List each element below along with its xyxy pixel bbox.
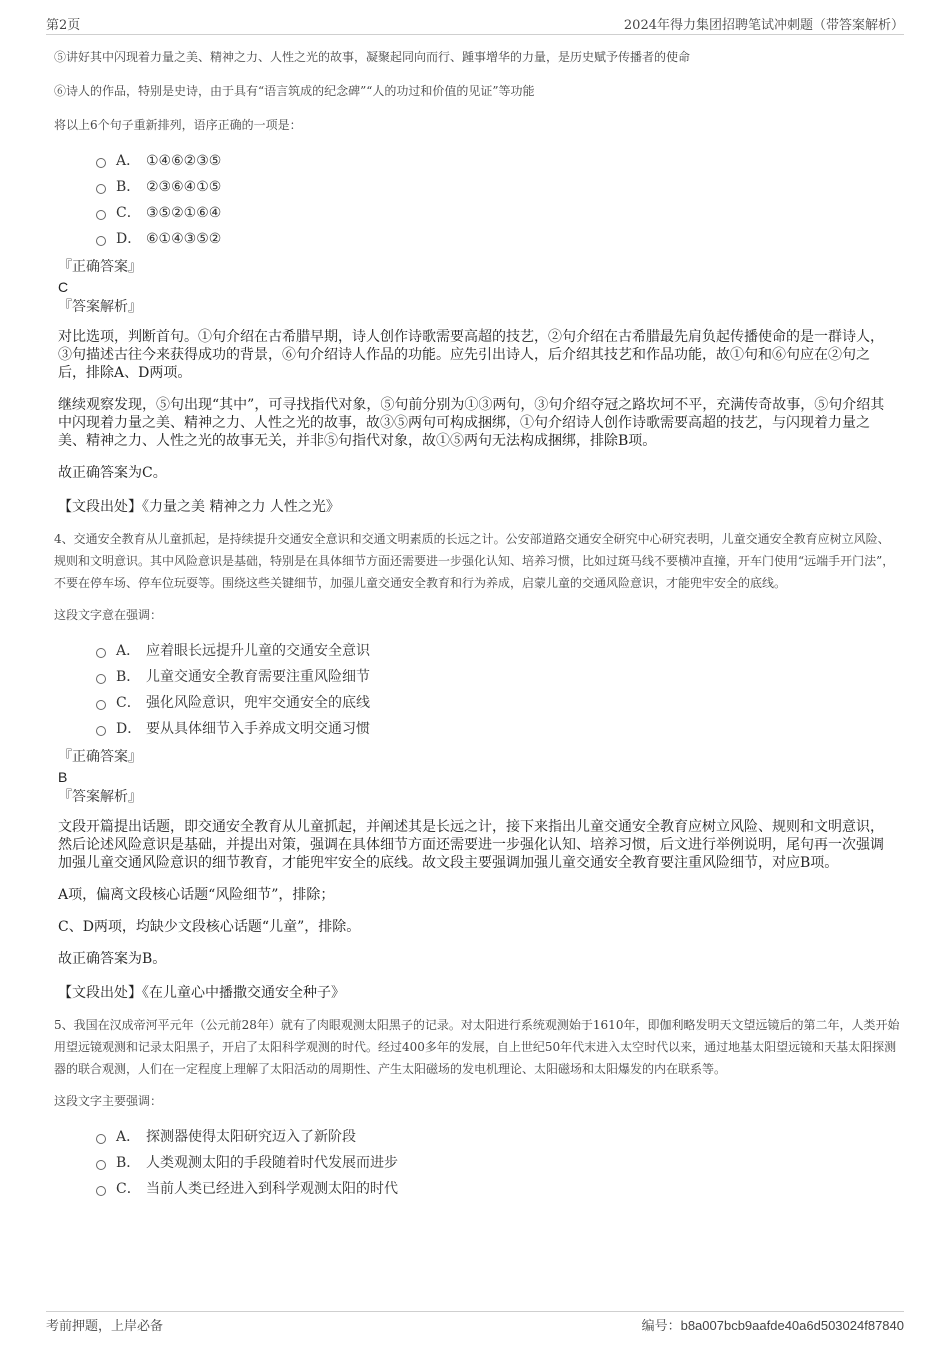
q5-option-b[interactable]: B． 人类观测太阳的手段随着时代发展而进步: [96, 1150, 900, 1176]
correct-answer: B: [58, 769, 68, 785]
sentence-5: ⑤讲好其中闪现着力量之美、精神之力、人性之光的故事，凝聚起同向而行、踵事增华的力量，是历史赋予传播者的使命: [54, 50, 691, 64]
page-header: [46, 14, 904, 35]
q3-option-d[interactable]: D． ⑥①④③⑤②: [96, 226, 900, 252]
question-4-text: 4、交通安全教育从儿童抓起，是持续提升交通安全意识和交通文明素质的长远之计。公安部道路交通安全研究中心研究表明，儿童交通安全教育应树立风险、规则和文明意识。其中风险意识是基础，特别是在具体细节方面还需要进一步强化认知、培养习惯，比如过斑马线不要横冲直撞，开车门使用“远端手开门法”，不要在停车场、停车位玩耍等。围绕这些关键细节，加强儿童交通安全教育和行为养成，启蒙儿童的交通风险意识，才能兜牢安全的底线。: [54, 532, 895, 590]
radio-icon[interactable]: [96, 210, 106, 220]
analysis-paragraph: A项，偏离文段核心话题“风险细节”，排除；: [58, 887, 335, 903]
page-number: 第2页: [46, 18, 81, 33]
passage-source: 【文段出处】《在儿童心中播撒交通安全种子》: [58, 985, 345, 1001]
radio-icon[interactable]: [96, 1186, 106, 1196]
radio-icon[interactable]: [96, 674, 106, 684]
q3-option-c[interactable]: C． ③⑤②①⑥④: [96, 200, 900, 226]
q4-option-b[interactable]: B． 儿童交通安全教育需要注重风险细节: [96, 664, 900, 690]
document-code-value: b8a007bcb9aafde40a6d503024f87840: [680, 1318, 904, 1333]
q5-option-c[interactable]: C． 当前人类已经进入到科学观测太阳的时代: [96, 1176, 900, 1202]
footer-slogan: 考前押题，上岸必备: [46, 1319, 164, 1334]
q4-option-d[interactable]: D． 要从具体细节入手养成文明交通习惯: [96, 716, 900, 742]
document-code: [642, 1315, 904, 1334]
question-prompt: 这段文字意在强调：: [54, 608, 163, 622]
sentence-6: ⑥诗人的作品，特别是史诗，由于具有“语言筑成的纪念碑”“人的功过和价值的见证”等功能: [54, 84, 535, 98]
q3-option-a[interactable]: A． ①④⑥②③⑤: [96, 148, 900, 174]
analysis-paragraph: 继续观察发现，⑤句出现“其中”，可寻找指代对象，⑤句前分别为①③两句，③句介绍夺冠之路坎坷不平，充满传奇故事，⑤句介绍其中闪现着力量之美、精神之力、人性之光的故事，故③⑤两句可构成捆绑，①句介绍诗人创作诗歌需要高超的技艺，与闪现着力量之美、精神之力、人性之光的故事无关，并非⑤句指代对象，故①⑤两句无法构成捆绑，排除B项。: [58, 397, 885, 449]
analysis-paragraph: C、D两项，均缺少文段核心话题“儿童”，排除。: [58, 919, 361, 935]
radio-icon[interactable]: [96, 700, 106, 710]
q4-option-a[interactable]: A． 应着眼长远提升儿童的交通安全意识: [96, 638, 900, 664]
correct-answer-heading: 『正确答案』: [58, 259, 142, 275]
q5-option-a[interactable]: A． 探测器使得太阳研究迈入了新阶段: [96, 1124, 900, 1150]
passage-source: 【文段出处】《力量之美 精神之力 人性之光》: [58, 499, 340, 515]
analysis-paragraph: 文段开篇提出话题，即交通安全教育从儿童抓起，并阐述其是长远之计，接下来指出儿童交通安全教育应树立风险、规则和文明意识，然后论述风险意识是基础，并提出对策，强调在具体细节方面还需要进一步强化认知、培养习惯，后文进行举例说明，尾句再一次强调加强儿童交通风险意识的细节教育，才能兜牢安全的底线。故文段主要强调加强儿童交通安全教育要注重风险细节，对应B项。: [58, 819, 884, 871]
page-footer: [46, 1311, 904, 1334]
correct-answer: C: [58, 279, 69, 295]
q3-option-b[interactable]: B． ②③⑥④①⑤: [96, 174, 900, 200]
page-content: [54, 46, 900, 1202]
radio-icon[interactable]: [96, 158, 106, 168]
q4-options: [54, 638, 900, 742]
analysis-paragraph: 对比选项，判断首句。①句介绍在古希腊早期，诗人创作诗歌需要高超的技艺，②句介绍在古希腊最先肩负起传播使命的是一群诗人，③句描述古往今来获得成功的背景，⑥句介绍诗人作品的功能。应先引出诗人，后介绍其技艺和作品功能，故①句和⑥句应在②句之后，排除A、D两项。: [58, 329, 884, 381]
question-5-text: 5、我国在汉成帝河平元年（公元前28年）就有了肉眼观测太阳黑子的记录。对太阳进行系统观测始于1610年，即伽利略发明天文望远镜后的第二年，人类开始用望远镜观测和记录太阳黑子，开启了太阳科学观测的时代。经过400多年的发展，自上世纪50年代末进入太空时代以来，通过地基太阳望远镜和天基太阳探测器的联合观测，人们在一定程度上理解了太阳活动的周期性、产生太阳磁场的发电机理论、太阳磁场和太阳爆发的内在联系等。: [54, 1018, 900, 1076]
q3-options: [54, 148, 900, 252]
document-title: 2024年得力集团招聘笔试冲刺题（带答案解析）: [623, 18, 904, 33]
radio-icon[interactable]: [96, 1134, 106, 1144]
analysis-conclusion: 故正确答案为B。: [58, 951, 167, 967]
correct-answer-heading: 『正确答案』: [58, 749, 142, 765]
radio-icon[interactable]: [96, 236, 106, 246]
analysis-heading: 『答案解析』: [58, 299, 142, 315]
q5-options: [54, 1124, 900, 1202]
analysis-conclusion: 故正确答案为C。: [58, 465, 167, 481]
document-code-label: 编号：: [641, 1319, 681, 1334]
analysis-heading: 『答案解析』: [58, 789, 142, 805]
radio-icon[interactable]: [96, 726, 106, 736]
question-prompt: 将以上6个句子重新排列，语序正确的一项是：: [54, 118, 302, 132]
radio-icon[interactable]: [96, 1160, 106, 1170]
q4-option-c[interactable]: C． 强化风险意识，兜牢交通安全的底线: [96, 690, 900, 716]
question-prompt: 这段文字主要强调：: [54, 1094, 163, 1108]
radio-icon[interactable]: [96, 648, 106, 658]
radio-icon[interactable]: [96, 184, 106, 194]
